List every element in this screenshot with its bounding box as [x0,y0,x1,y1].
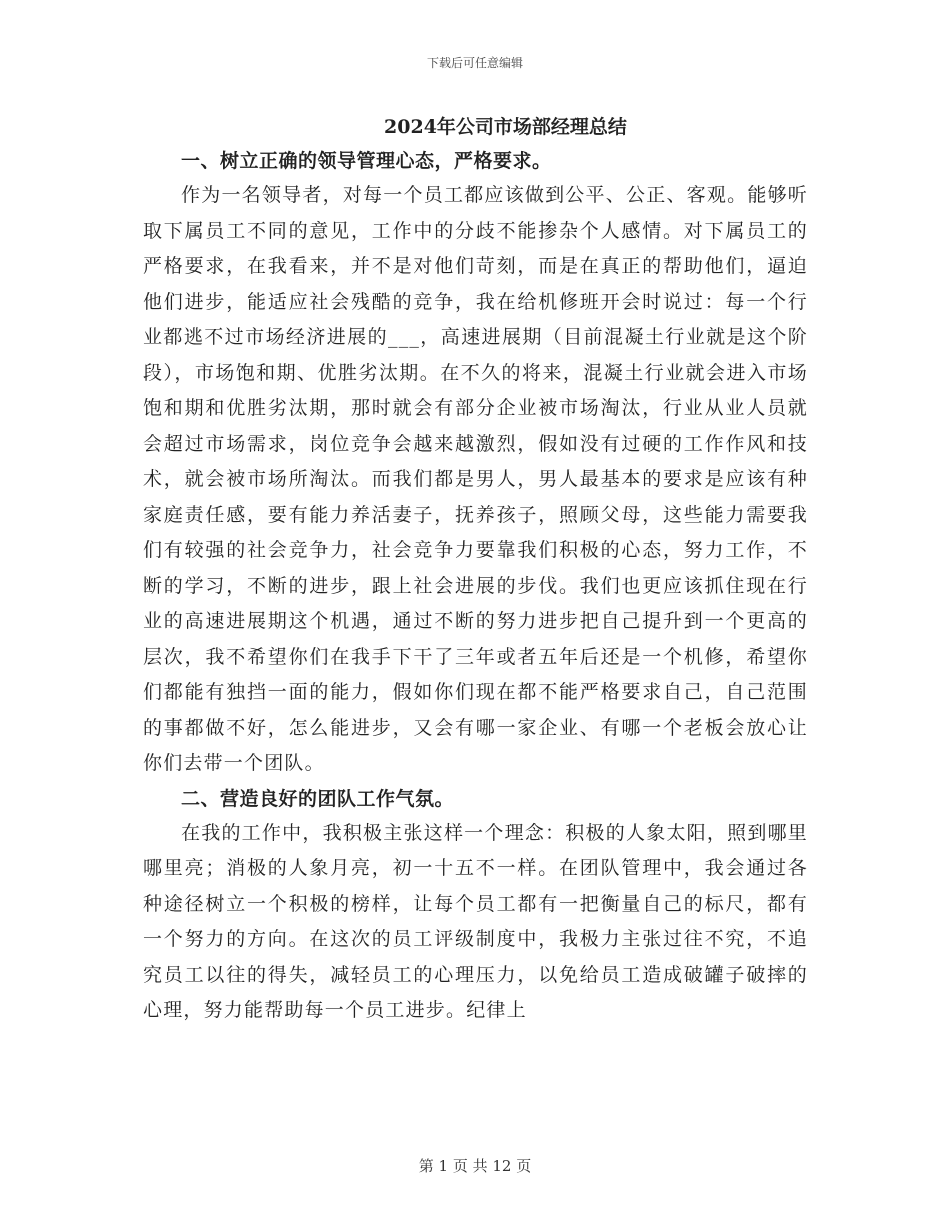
section-paragraph: 作为一名领导者，对每一个员工都应该做到公平、公正、客观。能够听取下属员工不同的意见，工作中的分歧不能掺杂个人感情。对下属员工的严格要求，在我看来，并不是对他们苛刻，而是在真正的帮助他们，逼迫他们进步，能适应社会残酷的竞争，我在给机修班开会时说过：每一个行业都逃不过市场经济进展的___，高速进展期（目前混凝土行业就是这个阶段），市场饱和期、优胜劣汰期。在不久的将来，混凝土行业就会进入市场饱和期和优胜劣汰期，那时就会有部分企业被市场淘汰，行业从业人员就会超过市场需求，岗位竞争会越来越激烈，假如没有过硬的工作作风和技术，就会被市场所淘汰。而我们都是男人，男人最基本的要求是应该有种家庭责任感，要有能力养活妻子，抚养孩子，照顾父母，这些能力需要我们有较强的社会竞争力，社会竞争力要靠我们积极的心态，努力工作，不断的学习，不断的进步，跟上社会进展的步伐。我们也更应该抓住现在行业的高速进展期这个机遇，通过不断的努力进步把自己提升到一个更高的层次，我不希望你们在我手下干了三年或者五年后还是一个机修，希望你们都能有独挡一面的能力，假如你们现在都不能严格要求自己，自己范围的事都做不好，怎么能进步，又会有哪一家企业、有哪一个老板会放心让你们去带一个团队。 [143,184,808,774]
document-title: 2024年公司市场部经理总结 [384,116,627,138]
page-number-footer: 第 1 页 共 12 页 [418,1157,532,1175]
section-paragraph: 在我的工作中，我积极主张这样一个理念：积极的人象太阳，照到哪里哪里亮；消极的人象月亮，初一十五不一样。在团队管理中，我会通过各种途径树立一个积极的榜样，让每个员工都有一把衡量自己的标尺，都有一个努力的方向。在这次的员工评级制度中，我极力主张过往不究，不追究员工以往的得失，减轻员工的心理压力，以免给员工造成破罐子破摔的心理，努力能帮助每一个员工进步。纪律上 [143,821,808,1021]
section-heading: 二、营造良好的团队工作气氛。 [181,787,455,810]
section-1 [143,144,808,782]
document-body [143,110,808,1029]
section-2 [143,782,808,1029]
section-heading: 一、树立正确的领导管理心态，严格要求。 [181,150,552,172]
page-header-note: 下载后可任意编辑 [426,56,523,70]
